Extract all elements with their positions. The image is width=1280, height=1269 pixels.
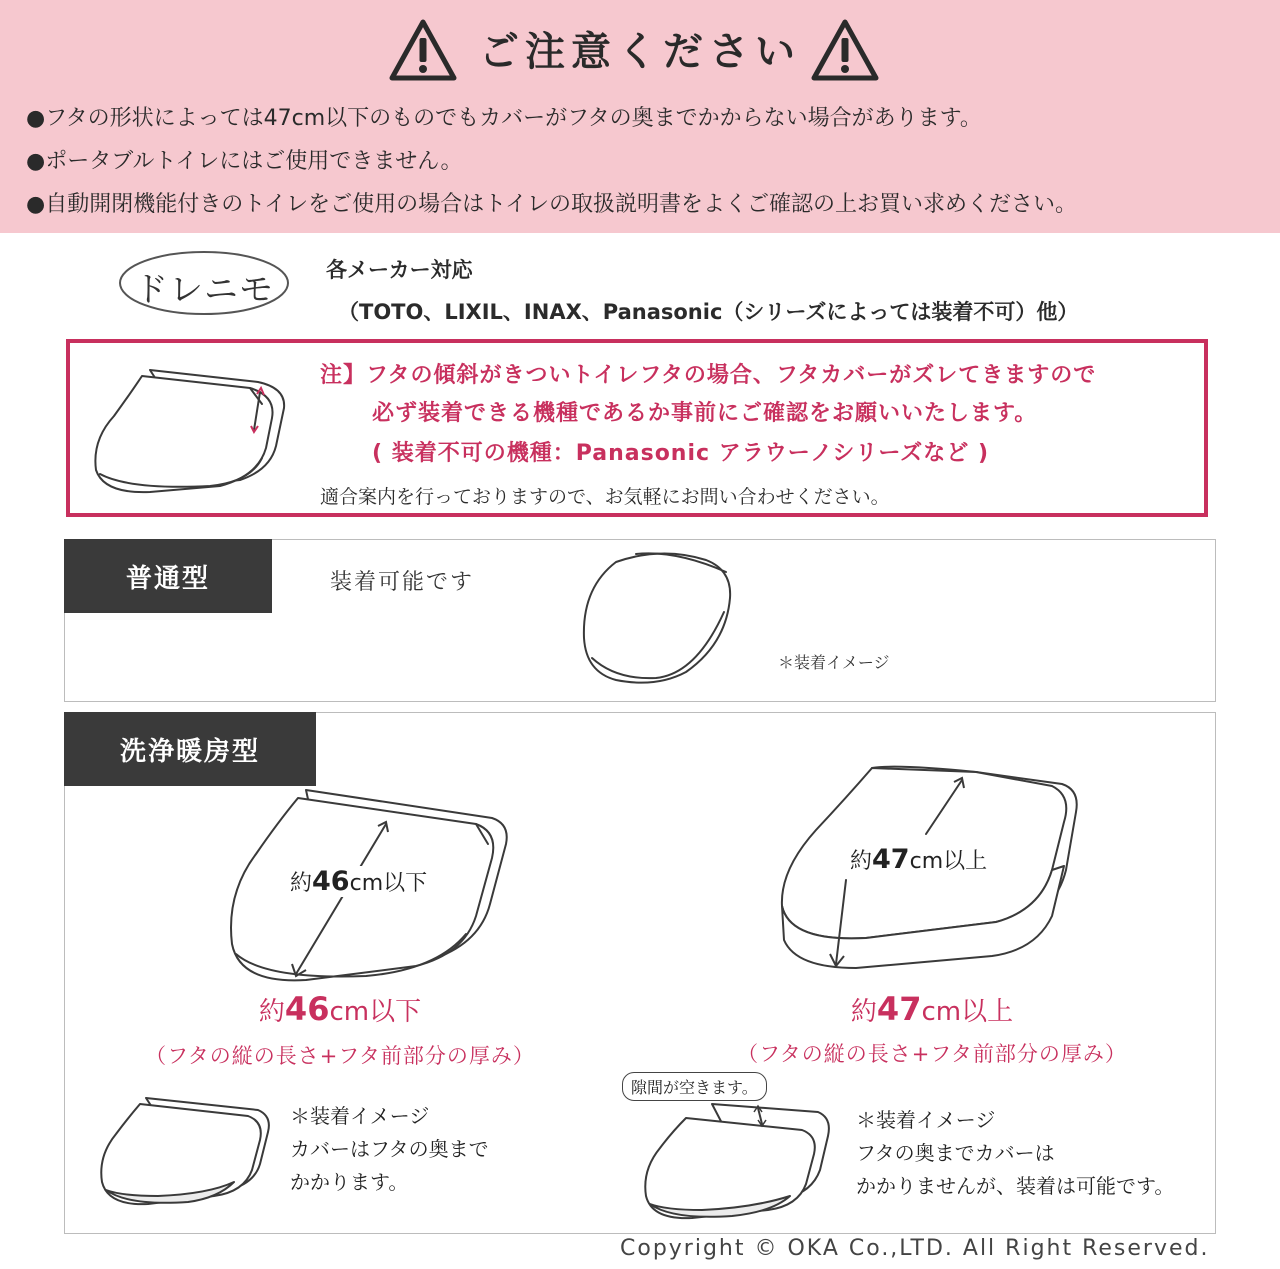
washlet-type-tag: 洗浄暖房型 <box>64 712 316 786</box>
caption-line: かかります。 <box>290 1170 409 1194</box>
caption-line: フタの奥までカバーは <box>856 1141 1055 1165</box>
measure-prefix: 約 <box>258 997 285 1027</box>
notice-line-2: 必ず装着できる機種であるか事前にご確認をお願いいたします。 <box>372 401 1038 426</box>
caption-line: ＊装着イメージ <box>856 1108 996 1132</box>
measure-number: 47 <box>876 990 922 1028</box>
toilet-lid-illustration <box>90 358 300 500</box>
copyright-notice: Copyright © OKA Co.,LTD. All Right Reserved. <box>620 1236 1210 1261</box>
gap-callout: 隙間が空きます。 <box>622 1072 767 1101</box>
fitted-cover-47cm-illustration <box>642 1100 834 1224</box>
lid-46cm-label <box>288 866 429 897</box>
notice-line-1: 注】フタの傾斜がきついトイレフタの場合、フタカバーがズレてきますので <box>320 363 1097 388</box>
warning-title: ご注意ください <box>479 29 801 75</box>
label-unit: cm以上 <box>909 849 988 874</box>
measure-46cm-sub: （フタの縦の長さ+フタ前部分の厚み） <box>145 1044 535 1068</box>
standard-image-note: ＊装着イメージ <box>778 653 890 672</box>
measure-prefix: 約 <box>850 997 877 1027</box>
warning-bullet: ●自動開閉機能付きのトイレをご使用の場合はトイレの取扱説明書をよくご確認の上お買い求めください。 <box>26 192 1077 217</box>
lid-47cm-label <box>848 844 989 875</box>
notice-line-4: 適合案内を行っておりますので、お気軽にお問い合わせください。 <box>320 486 890 508</box>
measure-unit: cm以下 <box>329 997 422 1027</box>
standard-compat-text: 装着可能です <box>330 570 475 595</box>
label-number: 47 <box>872 844 910 875</box>
brand-name: ドレニモ <box>134 270 274 310</box>
fitted-cover-46cm-illustration <box>98 1092 274 1210</box>
label-prefix: 約 <box>850 849 873 874</box>
caption-line: かかりませんが、装着は可能です。 <box>856 1174 1175 1198</box>
standard-lid-illustration <box>576 548 736 688</box>
label-number: 46 <box>312 866 350 897</box>
measure-46cm <box>160 990 520 1028</box>
caption-46cm <box>290 1100 489 1199</box>
measure-47cm-sub: （フタの縦の長さ+フタ前部分の厚み） <box>737 1042 1127 1066</box>
warning-bullet: ●ポータブルトイレにはご使用できません。 <box>26 149 463 174</box>
measure-number: 46 <box>284 990 330 1028</box>
caption-line: ＊装着イメージ <box>290 1104 430 1128</box>
warning-icon <box>810 18 880 82</box>
notice-line-3: ( 装着不可の機種：Panasonic アラウーノシリーズなど ) <box>372 441 990 466</box>
caption-line: カバーはフタの奥まで <box>290 1137 489 1161</box>
maker-list: （TOTO、LIXIL、INAX、Panasonic（シリーズによっては装着不可）他） <box>338 300 1079 324</box>
caption-47cm <box>856 1104 1174 1203</box>
label-prefix: 約 <box>290 871 313 896</box>
warning-bullet: ●フタの形状によっては47cm以下のものでもカバーがフタの奥までかからない場合があります。 <box>26 106 982 131</box>
standard-type-tag: 普通型 <box>64 539 272 613</box>
measure-unit: cm以上 <box>921 997 1014 1027</box>
label-unit: cm以下 <box>349 871 428 896</box>
maker-heading: 各メーカー対応 <box>326 258 473 282</box>
measure-47cm <box>752 990 1112 1028</box>
